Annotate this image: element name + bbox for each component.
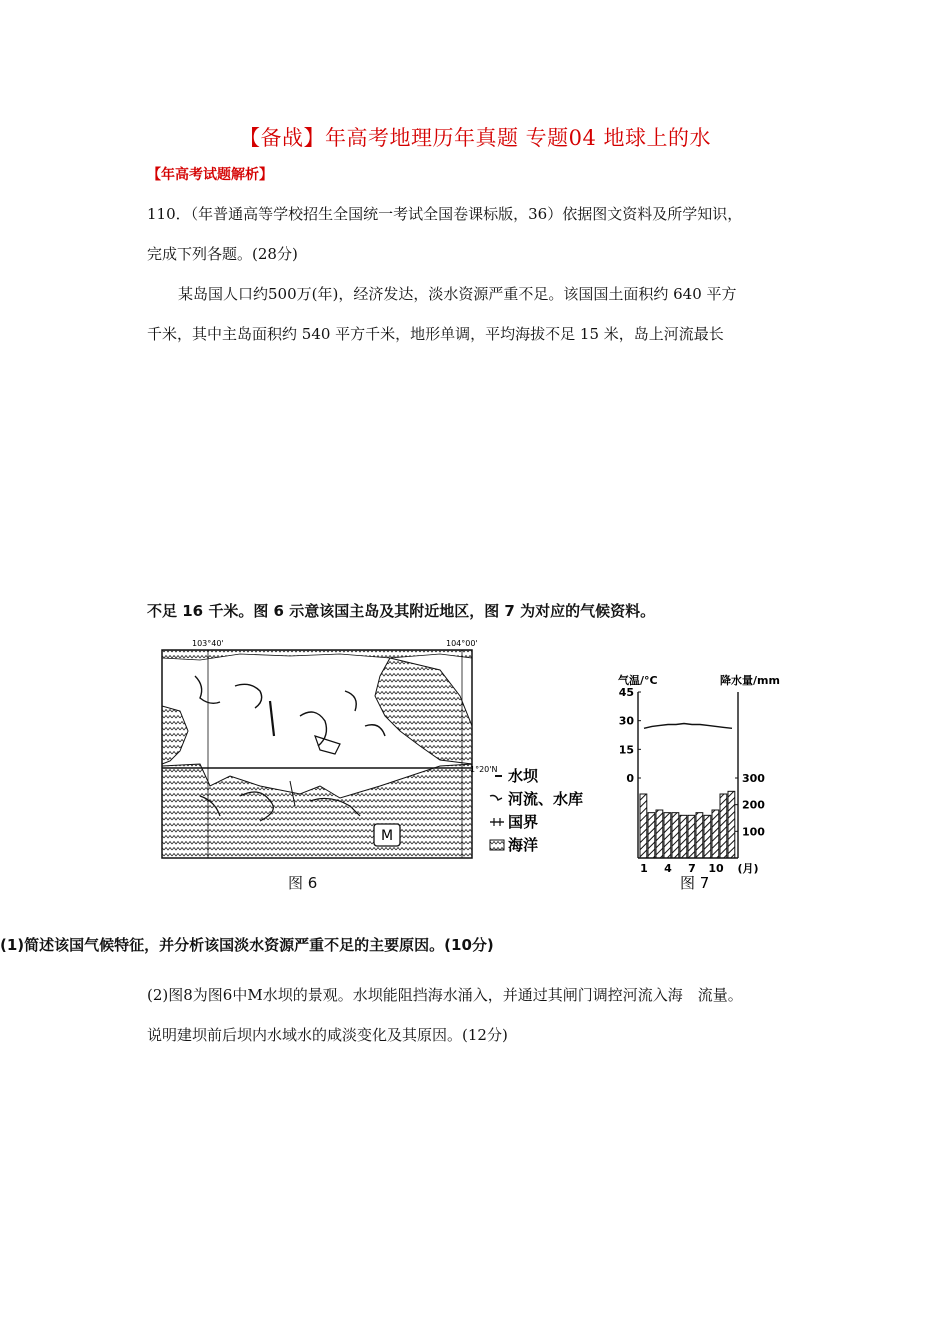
precip-bar xyxy=(688,815,695,858)
ocean-icon xyxy=(490,840,504,850)
question-intro-line1: 110．（年普通高等学校招生全国统一考试全国卷课标版，36）依据图文资料及所学知识， xyxy=(147,205,743,223)
temp-tick-label: 15 xyxy=(618,743,634,757)
map-legend xyxy=(490,767,583,854)
map-caption: 图 6 xyxy=(288,874,318,892)
question-intro-line2: 完成下列各题。(28分) xyxy=(147,245,298,263)
question-paragraph-line3: 不足 16 千米。图 6 示意该国主岛及其附近地区，图 7 为对应的气候资料。 xyxy=(147,602,656,620)
precip-tick-label: 300 xyxy=(742,772,765,785)
precip-bar xyxy=(728,791,735,858)
precip-bar xyxy=(680,815,687,858)
x-tick-label: (月) xyxy=(737,862,759,875)
precip-bar xyxy=(712,810,719,858)
question-paragraph-line2: 千米，其中主岛面积约 540 平方千米，地形单调，平均海拔不足 15 米，岛上河流最长 xyxy=(147,325,724,343)
temp-tick-label: 30 xyxy=(618,714,634,728)
lon-right-label: 104°00' xyxy=(446,639,478,648)
x-tick-label: 10 xyxy=(708,862,724,875)
temperature-line xyxy=(644,724,732,729)
precip-bar xyxy=(640,794,647,858)
river-icon xyxy=(490,796,502,801)
section-label: 【年高考试题解析】 xyxy=(147,167,273,183)
precip-bar xyxy=(648,813,655,858)
lon-left-label: 103°40' xyxy=(192,639,224,648)
x-tick-label: 1 xyxy=(640,862,648,875)
precip-bar xyxy=(664,813,671,858)
temp-tick-label: 0 xyxy=(626,772,634,785)
temp-tick-label: 45 xyxy=(618,686,634,699)
legend-ocean-label: 海洋 xyxy=(508,836,539,854)
island-map-figure xyxy=(140,636,620,896)
precip-tick-label: 200 xyxy=(742,798,765,812)
precip-bar xyxy=(656,810,663,858)
question-1: (1)简述该国气候特征，并分析该国淡水资源严重不足的主要原因。(10分) xyxy=(0,936,494,954)
x-tick-label: 7 xyxy=(688,862,696,875)
precip-tick-label: 100 xyxy=(742,825,765,839)
precip-bar xyxy=(672,813,679,858)
precip-bar xyxy=(704,815,711,858)
page-title: 【备战】年高考地理历年真题 专题04 地球上的水 xyxy=(238,126,712,150)
temp-axis-label: 气温/°C xyxy=(618,674,658,687)
x-tick-label: 4 xyxy=(664,862,672,875)
precip-bar xyxy=(696,813,703,858)
climate-chart xyxy=(612,672,802,892)
marker-label: M xyxy=(381,828,394,844)
legend-river-label: 河流、水库 xyxy=(508,790,584,808)
question-2-line2: 说明建坝前后坝内水域水的咸淡变化及其原因。(12分) xyxy=(147,1026,508,1044)
precip-bar xyxy=(720,794,727,858)
lat-label: 1°20'N xyxy=(470,765,498,774)
precip-axis-label: 降水量/mm xyxy=(720,674,780,687)
legend-border-label: 国界 xyxy=(508,813,539,831)
chart-caption: 图 7 xyxy=(680,874,710,892)
legend-dam-label: 水坝 xyxy=(508,767,539,785)
question-2-line1: (2)图8为图6中M水坝的景观。水坝能阻挡海水涌入，并通过其闸门调控河流入海 流量。 xyxy=(147,986,743,1004)
question-paragraph-line1: 某岛国人口约500万(年)，经济发达，淡水资源严重不足。该国国土面积约 640 平方 xyxy=(178,285,737,303)
